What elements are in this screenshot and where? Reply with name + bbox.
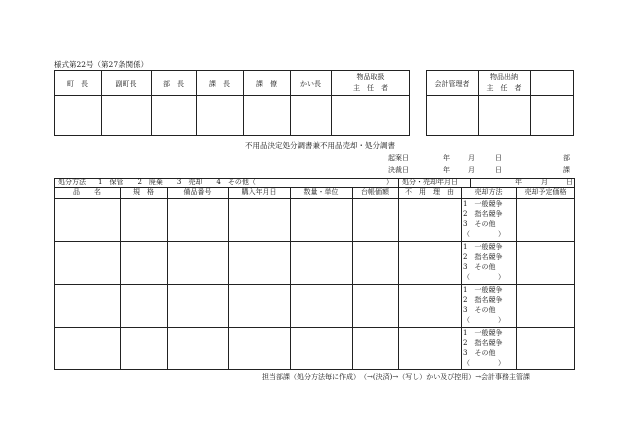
form-number: 様式第22号（第27条関係）: [54, 60, 149, 69]
method-option: 2 指名競争: [463, 339, 503, 347]
disposal-method-close-paren: ）: [386, 178, 393, 186]
sale-year: 年: [515, 178, 522, 186]
kessai-month: 月: [468, 166, 475, 174]
kian-year: 年: [443, 154, 450, 162]
method-option: 1 一般競争: [463, 200, 503, 208]
method-option: （ ）: [463, 273, 505, 281]
approval-header-karyou: 課 僚: [256, 80, 277, 88]
approval-header-fukuchou: 副町長: [115, 80, 137, 88]
col-header-daichou-kagaku: 台帳価額: [361, 188, 389, 196]
method-option: 3 その他: [463, 220, 496, 228]
disposal-method-options: 1 保管 2 廃棄 3 売却 4 その他（: [98, 178, 256, 186]
approval-header-buppin-toriatsukai: 物品取扱: [356, 73, 385, 81]
table-row-divider: [54, 241, 575, 242]
col-header-yotei-kakaku: 売却予定価格: [524, 188, 567, 196]
col-header-kounyu-date: 購入年月日: [241, 188, 277, 196]
footer-routing-note: 担当部課（処分方法毎に作成） （→(決済)→（写し）かい及び控用）→会計事務主管課: [262, 373, 531, 381]
kessai-ka: 課: [563, 166, 570, 174]
method-option: （ ）: [463, 359, 505, 367]
method-option: （ ）: [463, 316, 505, 324]
kian-date-label: 起案日: [388, 154, 409, 162]
table-row-divider: [54, 284, 575, 285]
sale-month: 月: [541, 178, 548, 186]
approval-header-buppin-suitou: 物品出納: [490, 73, 518, 81]
method-option: （ ）: [463, 230, 505, 238]
method-option: 1 一般競争: [463, 329, 503, 337]
col-header-bihin-bangou: 備品番号: [183, 188, 212, 196]
table-row-divider: [54, 327, 575, 328]
method-option: 2 指名競争: [463, 210, 503, 218]
approval-header-chou: 町 長: [67, 80, 88, 88]
kian-month: 月: [468, 154, 475, 162]
col-header-kikaku: 規 格: [133, 188, 154, 196]
sale-day: 日: [566, 178, 573, 186]
col-header-hinmei: 品 名: [73, 188, 101, 196]
approval-header-kachou: 課 長: [209, 80, 230, 88]
method-option: 2 指名競争: [463, 253, 503, 261]
col-header-baikyaku-houhou: 売却方法: [474, 188, 503, 196]
approval-header-shuninsha: 主 任 者: [353, 84, 388, 92]
method-option: 3 その他: [463, 349, 496, 357]
kessai-date-label: 決裁日: [388, 166, 409, 174]
method-option: 3 その他: [463, 306, 496, 314]
approval-header-buchou: 部 長: [163, 80, 184, 88]
method-option: 2 指名競争: [463, 296, 503, 304]
document-title: 不用品決定処分調書兼不用品売却・処分調書: [245, 141, 395, 150]
kessai-year: 年: [443, 166, 450, 174]
method-option: 1 一般競争: [463, 243, 503, 251]
col-header-suuryou: 数量・単位: [303, 188, 339, 196]
approval-header-suitou-shuninsha: 主 任 者: [486, 84, 522, 92]
kessai-day: 日: [495, 166, 502, 174]
kian-bu: 部: [563, 154, 570, 162]
disposal-method-label: 処分方法: [58, 178, 86, 186]
col-header-fuyou-riyuu: 不 用 理 由: [405, 188, 454, 196]
approval-header-kaichou: かい長: [300, 80, 321, 88]
approval-header-kaikei-kanrisha: 会計管理者: [434, 80, 470, 88]
method-option: 3 その他: [463, 263, 496, 271]
sale-date-label: 処分・売却年月日: [402, 178, 458, 186]
kian-day: 日: [495, 154, 502, 162]
method-option: 1 一般競争: [463, 286, 503, 294]
